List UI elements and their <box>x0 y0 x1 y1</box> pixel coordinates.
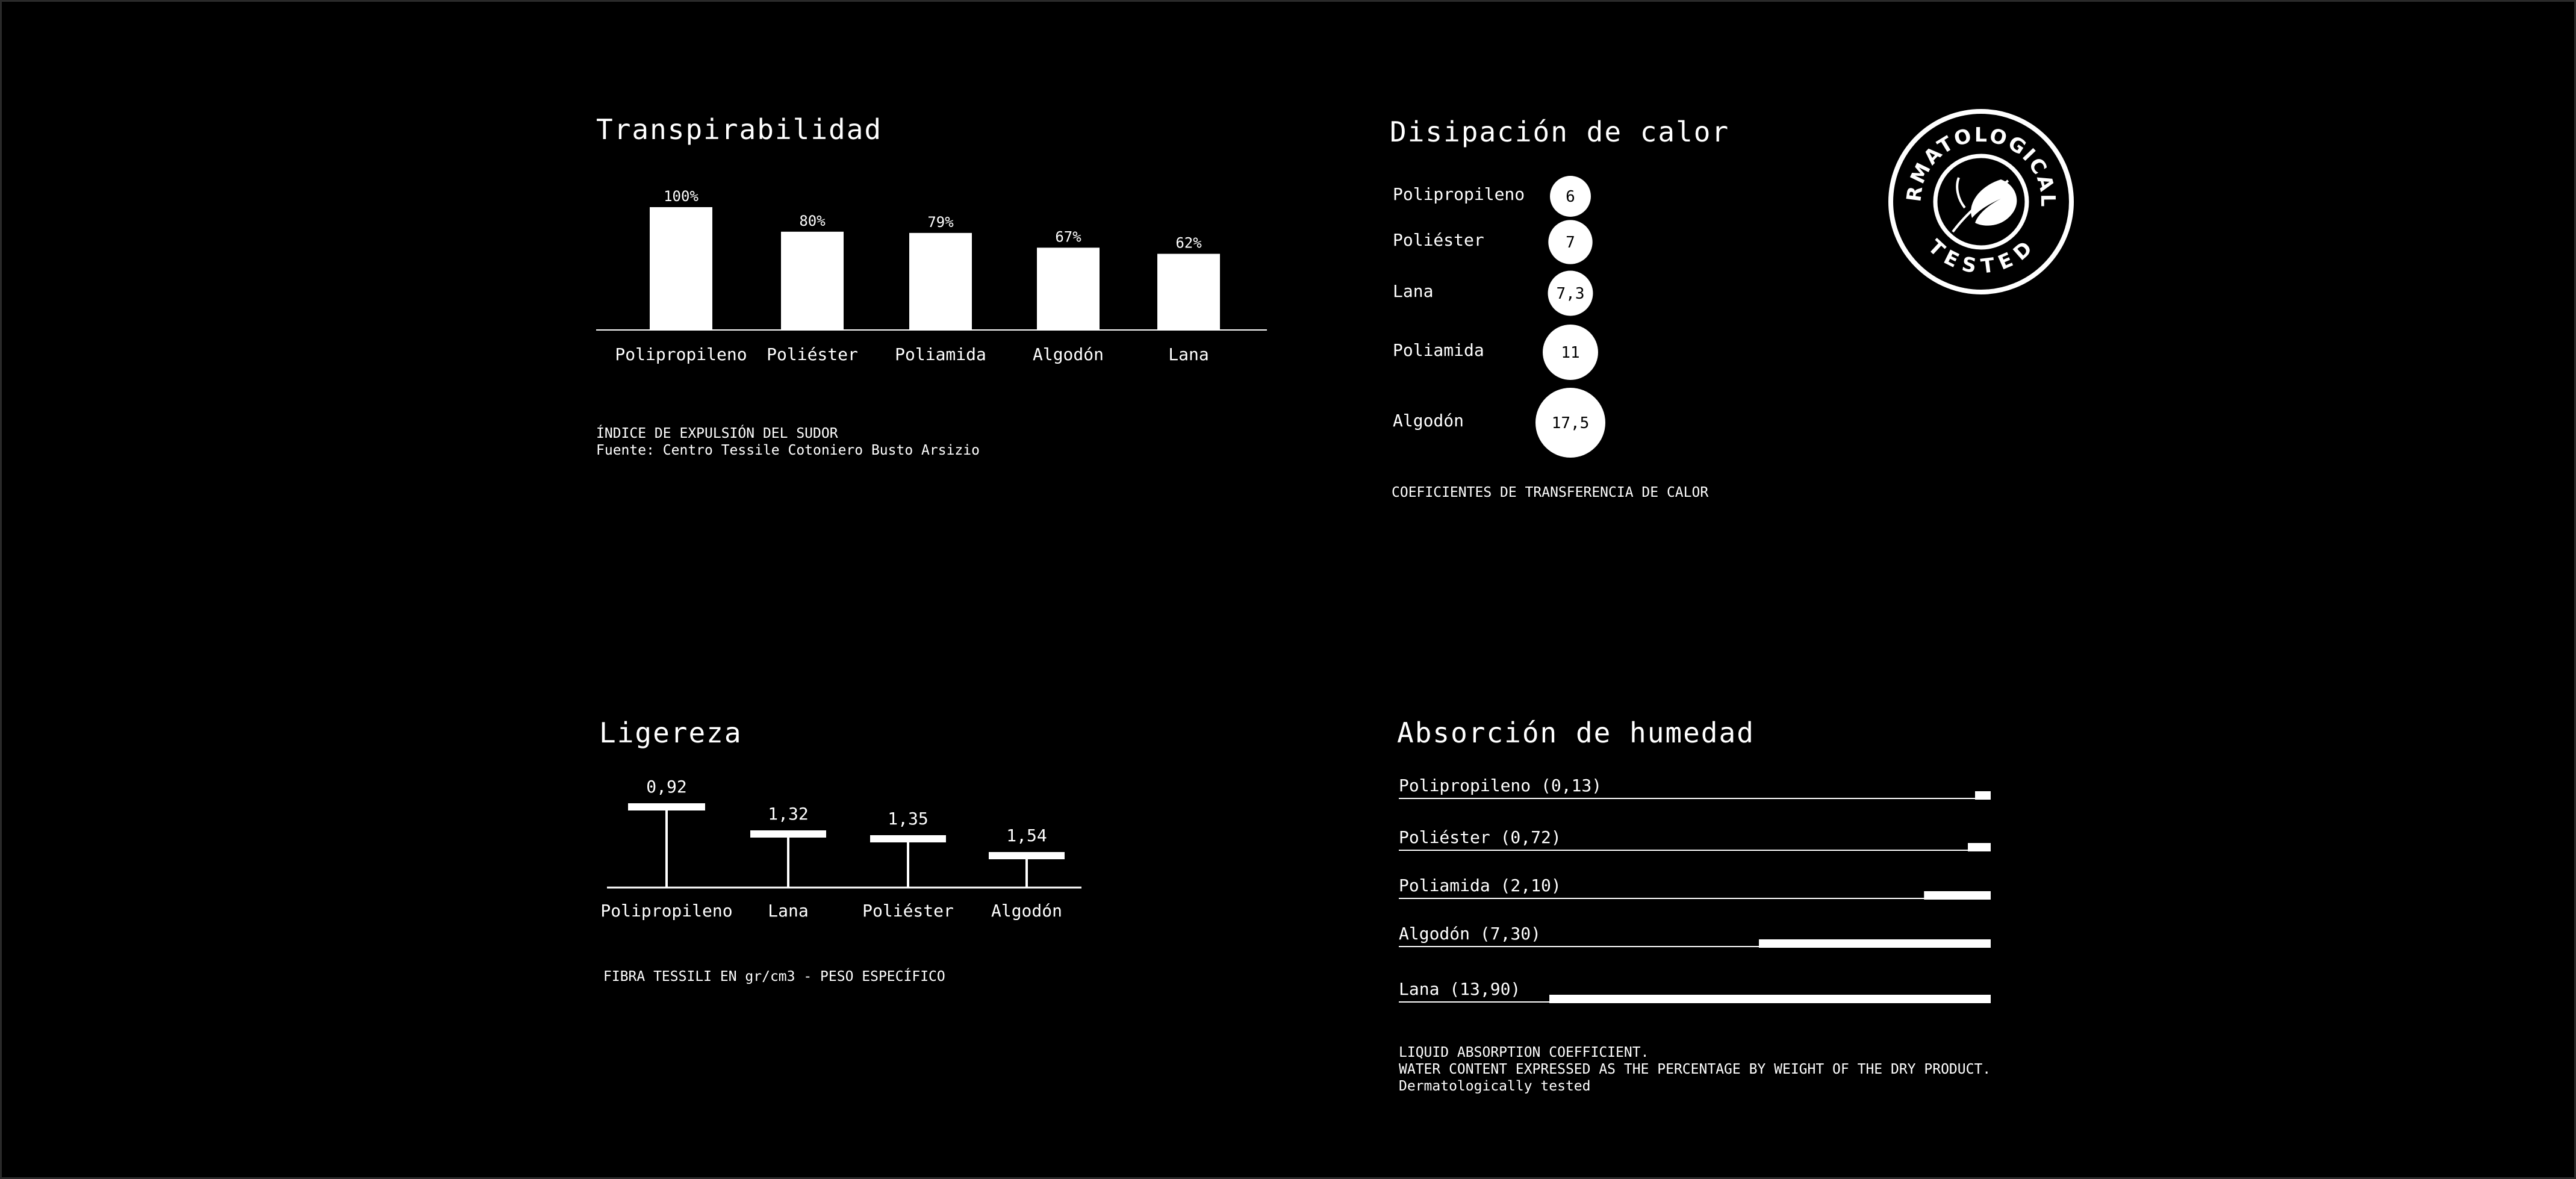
tick-label: Algodón <box>991 901 1063 921</box>
data-label: 62% <box>1175 234 1202 252</box>
data-label: 1,54 <box>1006 826 1047 845</box>
category-label: Polipropileno <box>1393 184 1525 204</box>
category-label: Poliéster (0,72) <box>1399 827 1561 847</box>
absorption-title: Absorción de humedad <box>1397 717 1755 749</box>
data-label: 1,35 <box>888 809 929 829</box>
dermatologically-tested-badge <box>1878 90 2074 295</box>
tick-label: Polipropileno <box>615 344 747 364</box>
bar <box>1924 891 1991 900</box>
lightness-title: Ligereza <box>599 717 742 749</box>
tick-label: Poliéster <box>767 344 858 364</box>
tick-label: Poliéster <box>862 901 954 921</box>
tick-label: Lana <box>1168 344 1209 364</box>
data-label: 7 <box>1566 234 1575 252</box>
data-label: 6 <box>1566 188 1575 206</box>
absorption-note-2: WATER CONTENT EXPRESSED AS THE PERCENTAGE BY WEIGHT OF THE DRY PRODUCT. <box>1399 1062 1991 1077</box>
data-label: 1,32 <box>768 804 809 824</box>
breathability-note-1: ÍNDICE DE EXPULSIÓN DEL SUDOR <box>596 426 838 441</box>
data-label: 80% <box>799 212 826 229</box>
breathability-note-2: Fuente: Centro Tessile Cotoniero Busto Arsizio <box>596 443 980 458</box>
tick-label: Polipropileno <box>600 901 733 921</box>
tick-label: Lana <box>768 901 809 921</box>
category-label: Algodón <box>1393 411 1464 431</box>
category-label: Polipropileno (0,13) <box>1399 776 1602 795</box>
absorption-note-3: Dermatologically tested <box>1399 1078 1591 1094</box>
category-label: Poliamida <box>1393 340 1484 360</box>
data-label: 11 <box>1561 344 1580 362</box>
category-label: Poliamida (2,10) <box>1399 876 1561 895</box>
bar <box>1975 791 1991 800</box>
data-label: 67% <box>1055 228 1081 246</box>
feather-icon <box>1953 178 2017 232</box>
data-label: 0,92 <box>646 777 687 797</box>
heat-title: Disipación de calor <box>1390 116 1730 148</box>
category-label: Algodón (7,30) <box>1399 924 1542 944</box>
category-label: Lana (13,90) <box>1399 979 1521 999</box>
breathability-title: Transpirabilidad <box>596 113 883 146</box>
category-label: Poliéster <box>1393 230 1484 250</box>
absorption-note-1: LIQUID ABSORPTION COEFFICIENT. <box>1399 1045 1649 1060</box>
heat-note: COEFICIENTES DE TRANSFERENCIA DE CALOR <box>1392 485 1709 500</box>
bar <box>1759 939 1991 948</box>
lightness-note: FIBRA TESSILI EN gr/cm3 - PESO ESPECÍFICO <box>603 969 945 985</box>
bar <box>1968 843 1991 851</box>
tick-label: Poliamida <box>895 344 986 364</box>
badge-text-top: DERMATOLOGICALLY <box>1878 90 2061 209</box>
data-label: 100% <box>664 188 698 205</box>
tick-label: Algodón <box>1032 344 1104 364</box>
data-label: 79% <box>927 213 954 231</box>
data-label: 7,3 <box>1556 285 1585 303</box>
data-label: 17,5 <box>1551 414 1590 432</box>
category-label: Lana <box>1393 281 1434 301</box>
bar <box>1549 995 1991 1003</box>
badge-text-bottom: TESTED <box>1923 234 2038 278</box>
